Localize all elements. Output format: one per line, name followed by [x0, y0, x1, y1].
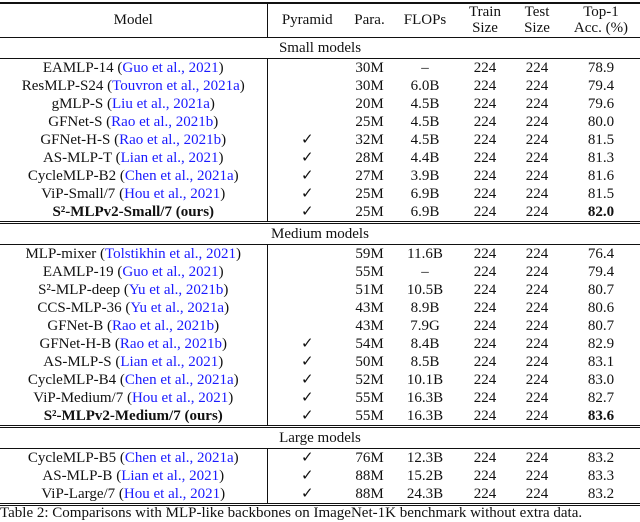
pyramid-cell — [267, 203, 347, 223]
header-flops: FLOPs — [403, 12, 447, 29]
train-size-cell: 224 — [473, 281, 497, 298]
pyramid-cell — [267, 149, 347, 167]
top1-acc-cell: 80.7 — [587, 317, 615, 334]
model-name: S²-MLP-deep — [38, 281, 121, 298]
citation-link[interactable]: Hou et al., 2021 — [124, 185, 221, 202]
params-cell: 43M — [355, 317, 384, 334]
model-name: GFNet-S — [48, 113, 103, 130]
model-cell: ViP-Small/7 (Hou et al., 2021) — [0, 185, 267, 203]
params-cell: 32M — [355, 131, 384, 148]
test-size-cell: 224 — [512, 485, 562, 505]
train-size-cell: 224 — [473, 449, 497, 466]
model-cell: AS-MLP-T (Lian et al., 2021) — [0, 149, 267, 167]
model-cell: ViP-Medium/7 (Hou et al., 2021) — [0, 389, 267, 407]
citation-link[interactable]: Hou et al., 2021 — [123, 485, 221, 502]
train-size-cell: 224 — [473, 335, 497, 352]
model-cell: ResMLP-S24 (Touvron et al., 2021a) — [0, 77, 267, 95]
train-size-cell: 224 — [473, 371, 497, 388]
params-cell: 52M — [355, 371, 384, 388]
train-size-cell: 224 — [458, 485, 512, 505]
flops-cell: 6.9B — [410, 185, 440, 202]
check-mark-icon: ✓ — [300, 149, 314, 166]
citation-link[interactable]: Guo et al., 2021 — [122, 59, 219, 76]
top1-acc-cell: 79.4 — [587, 263, 615, 280]
params-cell: 76M — [355, 449, 384, 466]
citation-link[interactable]: Lian et al., 2021 — [120, 353, 219, 370]
train-size-cell: 224 — [473, 245, 497, 262]
check-mark-icon: ✓ — [300, 185, 314, 202]
model-cell — [0, 203, 267, 223]
model-cell: ViP-Large/7 (Hou et al., 2021) — [0, 485, 267, 505]
pyramid-cell — [267, 167, 347, 185]
model-cell: CycleMLP-B2 (Chen et al., 2021a) — [0, 167, 267, 185]
citation-link[interactable]: Lian et al., 2021 — [120, 149, 219, 166]
header-top1-line2: Acc. (%) — [573, 20, 629, 37]
pyramid-cell — [267, 353, 347, 371]
model-cell: gMLP-S (Liu et al., 2021a) — [0, 95, 267, 113]
citation-link[interactable]: Chen et al., 2021a — [124, 371, 234, 388]
test-size-cell: 224 — [525, 449, 549, 466]
model-name: ViP-Medium/7 — [33, 389, 124, 406]
model-cell: CycleMLP-B5 (Chen et al., 2021a) — [0, 448, 267, 467]
citation-link[interactable]: Lian et al., 2021 — [121, 467, 220, 484]
flops-cell: 8.4B — [410, 335, 440, 352]
top1-acc-cell: 78.9 — [587, 59, 615, 76]
params-cell: 54M — [355, 335, 384, 352]
test-size-cell: 224 — [525, 131, 549, 148]
test-size-cell: 224 — [525, 371, 549, 388]
flops-cell: 4.5B — [410, 113, 440, 130]
table-row — [0, 389, 640, 407]
test-size-cell: 224 — [525, 113, 549, 130]
train-size-cell: 224 — [458, 407, 512, 427]
model-cell: AS-MLP-S (Lian et al., 2021) — [0, 353, 267, 371]
check-mark-icon: ✓ — [300, 167, 314, 184]
table-row — [0, 113, 640, 131]
flops-cell: 24.3B — [392, 485, 458, 505]
train-size-cell: 224 — [473, 113, 497, 130]
test-size-cell: 224 — [525, 185, 549, 202]
model-name: CycleMLP-B2 — [27, 167, 117, 184]
top1-acc-cell: 81.5 — [587, 131, 615, 148]
model-name: AS-MLP-B — [42, 467, 113, 484]
train-size-cell: 224 — [473, 185, 497, 202]
citation-link[interactable]: Rao et al., 2021b — [112, 317, 215, 334]
header-para: Para. — [354, 12, 385, 29]
train-size-cell: 224 — [473, 131, 497, 148]
table-row — [0, 335, 640, 353]
table-row — [0, 467, 640, 485]
model-name: S²-MLPv2-Medium/7 (ours) — [43, 407, 223, 424]
table-row — [0, 167, 640, 185]
model-cell: GFNet-H-B (Rao et al., 2021b) — [0, 335, 267, 353]
top1-acc-cell: 81.6 — [587, 167, 615, 184]
top1-acc-cell: 81.5 — [587, 185, 615, 202]
pyramid-cell — [267, 317, 347, 335]
model-cell: S²-MLP-deep (Yu et al., 2021b) — [0, 281, 267, 299]
model-cell: EAMLP-19 (Guo et al., 2021) — [0, 263, 267, 281]
params-cell: 27M — [355, 167, 384, 184]
header-test-size — [512, 3, 562, 37]
top1-acc-cell: 83.2 — [562, 485, 640, 505]
flops-cell: 7.9G — [410, 317, 440, 334]
top1-acc-cell: 76.4 — [587, 245, 615, 262]
params-cell: 50M — [355, 353, 384, 370]
top1-acc-cell: 83.2 — [587, 449, 615, 466]
flops-cell: 11.6B — [407, 245, 443, 262]
pyramid-cell — [267, 95, 347, 113]
table-caption: Table 2: Comparisons with MLP-like backbones on ImageNet-1K benchmark without extra data. — [0, 505, 583, 521]
model-cell: CCS-MLP-36 (Yu et al., 2021a) — [0, 299, 267, 317]
table-header — [0, 3, 640, 37]
model-name: gMLP-S — [51, 95, 104, 112]
check-mark-icon: ✓ — [300, 131, 314, 148]
test-size-cell: 224 — [525, 281, 549, 298]
model-cell: GFNet-H-S (Rao et al., 2021b) — [0, 131, 267, 149]
comparison-table — [0, 2, 640, 506]
flops-cell: – — [421, 263, 429, 280]
flops-cell: – — [421, 59, 429, 76]
model-cell: EAMLP-14 (Guo et al., 2021) — [0, 58, 267, 77]
check-mark-icon: ✓ — [300, 335, 314, 352]
table-row — [0, 371, 640, 389]
pyramid-cell — [267, 244, 347, 263]
model-name: S²-MLPv2-Small/7 (ours) — [52, 203, 215, 220]
pyramid-cell — [267, 185, 347, 203]
test-size-cell: 224 — [525, 263, 549, 280]
model-name: GFNet-H-S — [40, 131, 111, 148]
check-mark-icon: ✓ — [300, 467, 314, 484]
table-row — [0, 131, 640, 149]
citation-link[interactable]: Hou et al., 2021 — [131, 389, 229, 406]
model-name: MLP-mixer — [25, 245, 97, 262]
test-size-cell: 224 — [525, 335, 549, 352]
model-name: EAMLP-19 — [42, 263, 114, 280]
model-cell: GFNet-B (Rao et al., 2021b) — [0, 317, 267, 335]
params-cell: 55M — [347, 407, 392, 427]
top1-acc-cell: 79.6 — [587, 95, 615, 112]
header-test-line2: Size — [524, 20, 550, 37]
section-header-row — [0, 222, 640, 244]
pyramid-cell — [267, 407, 347, 427]
model-name: CycleMLP-B4 — [27, 371, 117, 388]
test-size-cell: 224 — [525, 95, 549, 112]
test-size-cell: 224 — [525, 317, 549, 334]
table-row — [0, 353, 640, 371]
model-name: GFNet-B — [47, 317, 104, 334]
model-name: AS-MLP-S — [43, 353, 112, 370]
header-train-line2: Size — [472, 20, 498, 37]
citation-link[interactable]: Rao et al., 2021b — [119, 335, 222, 352]
flops-cell: 8.9B — [410, 299, 440, 316]
table-row — [0, 281, 640, 299]
flops-cell: 16.3B — [392, 407, 458, 427]
table-row — [0, 58, 640, 77]
top1-acc-cell: 83.3 — [587, 467, 615, 484]
train-size-cell: 224 — [473, 317, 497, 334]
citation-link[interactable]: Chen et al., 2021a — [124, 167, 234, 184]
citation-link[interactable]: Yu et al., 2021b — [128, 281, 224, 298]
params-cell: 55M — [355, 389, 384, 406]
params-cell: 25M — [355, 185, 384, 202]
pyramid-cell — [267, 131, 347, 149]
flops-cell: 8.5B — [410, 353, 440, 370]
params-cell: 30M — [355, 77, 384, 94]
table-row — [0, 317, 640, 335]
table-row — [0, 448, 640, 467]
table-row — [0, 149, 640, 167]
model-name: GFNet-H-B — [39, 335, 112, 352]
top1-acc-cell: 82.7 — [587, 389, 615, 406]
flops-cell: 10.5B — [406, 281, 444, 298]
params-cell: 88M — [355, 467, 384, 484]
test-size-cell: 224 — [525, 467, 549, 484]
model-name: ResMLP-S24 — [21, 77, 104, 94]
pyramid-cell — [267, 335, 347, 353]
citation-link[interactable]: Rao et al., 2021b — [111, 113, 214, 130]
top1-acc-cell: 83.0 — [587, 371, 615, 388]
test-size-cell: 224 — [525, 167, 549, 184]
model-cell: GFNet-S (Rao et al., 2021b) — [0, 113, 267, 131]
table-row — [0, 407, 640, 427]
pyramid-cell — [267, 77, 347, 95]
pyramid-cell — [267, 467, 347, 485]
params-cell: 59M — [355, 245, 384, 262]
params-cell: 51M — [355, 281, 384, 298]
params-cell: 55M — [355, 263, 384, 280]
flops-cell: 15.2B — [406, 467, 444, 484]
table-row — [0, 77, 640, 95]
train-size-cell: 224 — [473, 467, 497, 484]
top1-acc-cell: 82.9 — [587, 335, 615, 352]
train-size-cell: 224 — [473, 353, 497, 370]
top1-acc-cell: 79.4 — [587, 77, 615, 94]
section-title: Small models — [0, 37, 640, 58]
train-size-cell: 224 — [473, 389, 497, 406]
params-cell: 25M — [347, 203, 392, 223]
model-cell: MLP-mixer (Tolstikhin et al., 2021) — [0, 244, 267, 263]
table-row — [0, 263, 640, 281]
check-mark-icon: ✓ — [300, 485, 314, 502]
flops-cell: 4.4B — [410, 149, 440, 166]
test-size-cell: 224 — [525, 353, 549, 370]
params-cell: 88M — [347, 485, 392, 505]
header-train-size — [458, 3, 512, 37]
flops-cell: 6.0B — [410, 77, 440, 94]
pyramid-cell — [267, 281, 347, 299]
params-cell: 30M — [355, 59, 384, 76]
section-title: Large models — [0, 426, 640, 448]
model-name: EAMLP-14 — [42, 59, 114, 76]
table-row — [0, 485, 640, 505]
section-header-row — [0, 37, 640, 58]
train-size-cell: 224 — [473, 149, 497, 166]
model-name: ViP-Small/7 — [41, 185, 116, 202]
params-cell: 25M — [355, 113, 384, 130]
params-cell: 20M — [355, 95, 384, 112]
check-mark-icon: ✓ — [300, 389, 314, 406]
table-row — [0, 244, 640, 263]
flops-cell: 6.9B — [392, 203, 458, 223]
top1-acc-cell: 81.3 — [587, 149, 615, 166]
flops-cell: 4.5B — [410, 131, 440, 148]
train-size-cell: 224 — [473, 95, 497, 112]
table-row — [0, 299, 640, 317]
pyramid-cell — [267, 263, 347, 281]
flops-cell: 12.3B — [406, 449, 444, 466]
test-size-cell: 224 — [525, 299, 549, 316]
pyramid-cell — [267, 58, 347, 77]
table-row — [0, 95, 640, 113]
check-mark-icon: ✓ — [300, 407, 314, 424]
train-size-cell: 224 — [473, 59, 497, 76]
flops-cell: 3.9B — [410, 167, 440, 184]
flops-cell: 16.3B — [406, 389, 444, 406]
train-size-cell: 224 — [473, 263, 497, 280]
header-test-line1: Test — [524, 4, 550, 21]
train-size-cell: 224 — [473, 299, 497, 316]
header-top1-acc — [562, 3, 640, 37]
header-pyramid: Pyramid — [281, 12, 333, 29]
header-model: Model — [0, 3, 267, 37]
model-cell: CycleMLP-B4 (Chen et al., 2021a) — [0, 371, 267, 389]
top1-acc-cell: 83.6 — [562, 407, 640, 427]
top1-acc-cell: 80.7 — [587, 281, 615, 298]
top1-acc-cell: 82.0 — [562, 203, 640, 223]
test-size-cell: 224 — [525, 389, 549, 406]
header-top1-line1: Top-1 — [583, 4, 619, 21]
flops-cell: 4.5B — [410, 95, 440, 112]
params-cell: 43M — [355, 299, 384, 316]
test-size-cell: 224 — [525, 245, 549, 262]
table-row — [0, 203, 640, 223]
check-mark-icon: ✓ — [300, 371, 314, 388]
section-title: Medium models — [0, 222, 640, 244]
citation-link[interactable]: Guo et al., 2021 — [122, 263, 219, 280]
model-name: CCS-MLP-36 — [37, 299, 122, 316]
pyramid-cell — [267, 389, 347, 407]
header-train-line1: Train — [469, 4, 501, 21]
test-size-cell: 224 — [525, 77, 549, 94]
flops-cell: 10.1B — [406, 371, 444, 388]
test-size-cell: 224 — [512, 407, 562, 427]
table-body — [0, 37, 640, 504]
citation-link[interactable]: Touvron et al., 2021a — [112, 77, 240, 94]
model-cell — [0, 407, 267, 427]
table-row — [0, 185, 640, 203]
section-header-row — [0, 426, 640, 448]
model-name: ViP-Large/7 — [41, 485, 116, 502]
model-cell: AS-MLP-B (Lian et al., 2021) — [0, 467, 267, 485]
citation-link[interactable]: Tolstikhin et al., 2021 — [105, 245, 237, 262]
model-name: CycleMLP-B5 — [27, 449, 117, 466]
top1-acc-cell: 83.1 — [587, 353, 615, 370]
train-size-cell: 224 — [473, 77, 497, 94]
pyramid-cell — [267, 113, 347, 131]
test-size-cell: 224 — [525, 59, 549, 76]
params-cell: 28M — [355, 149, 384, 166]
check-mark-icon: ✓ — [300, 203, 314, 220]
train-size-cell: 224 — [458, 203, 512, 223]
pyramid-cell — [267, 299, 347, 317]
train-size-cell: 224 — [473, 167, 497, 184]
test-size-cell: 224 — [525, 149, 549, 166]
citation-link[interactable]: Liu et al., 2021a — [112, 95, 210, 112]
model-name: AS-MLP-T — [42, 149, 112, 166]
check-mark-icon: ✓ — [300, 449, 314, 466]
top1-acc-cell: 80.0 — [587, 113, 615, 130]
citation-link[interactable]: Yu et al., 2021a — [130, 299, 225, 316]
check-mark-icon: ✓ — [300, 353, 314, 370]
citation-link[interactable]: Chen et al., 2021a — [124, 449, 234, 466]
test-size-cell: 224 — [512, 203, 562, 223]
pyramid-cell — [267, 371, 347, 389]
pyramid-cell — [267, 485, 347, 505]
pyramid-cell — [267, 448, 347, 467]
citation-link[interactable]: Rao et al., 2021b — [119, 131, 222, 148]
top1-acc-cell: 80.6 — [587, 299, 615, 316]
